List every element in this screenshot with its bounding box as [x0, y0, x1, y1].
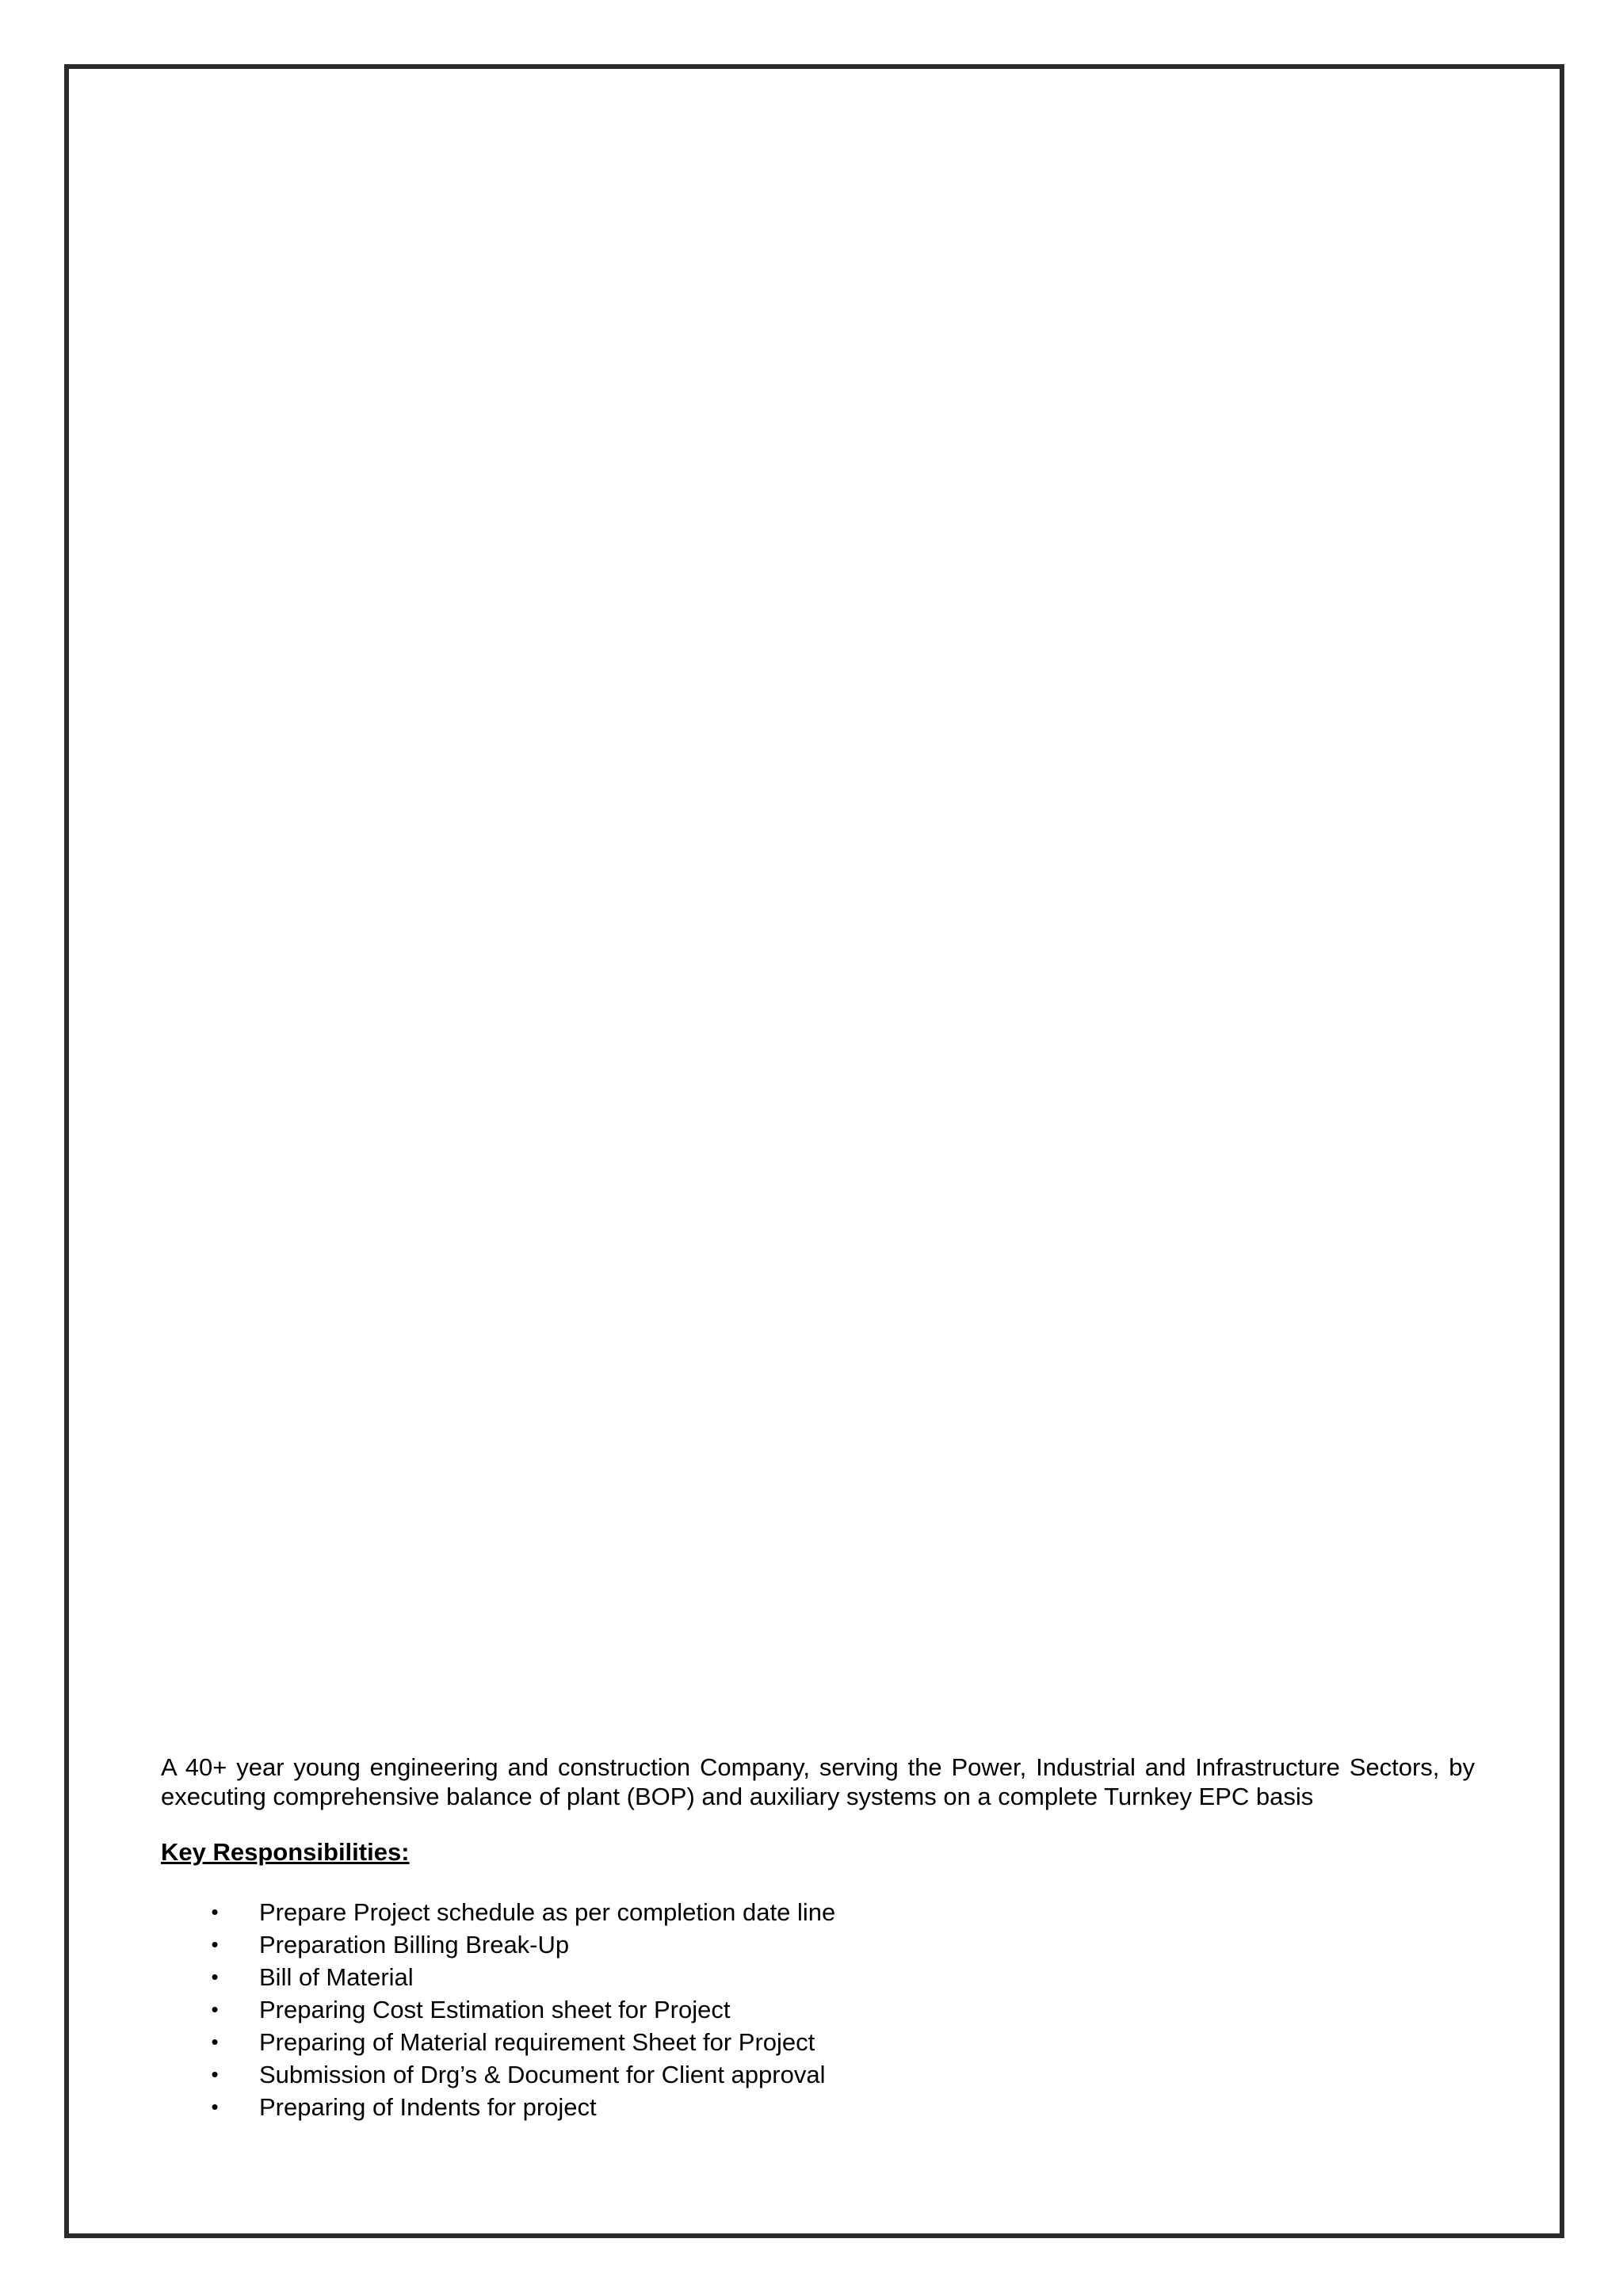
bullet-icon: • — [211, 1997, 219, 2021]
bullet-icon: • — [211, 1900, 219, 1924]
list-item — [161, 1928, 1475, 1961]
list-item — [161, 1961, 1475, 1993]
list-item — [161, 2091, 1475, 2123]
list-item — [161, 1993, 1475, 2026]
list-item-text: Prepare Project schedule as per completion date line — [259, 1898, 836, 1926]
list-item-text: Preparation Billing Break-Up — [259, 1931, 570, 1958]
bullet-icon: • — [211, 2095, 219, 2119]
list-item-text: Bill of Material — [259, 1963, 414, 1991]
list-item — [161, 1896, 1475, 1928]
list-item-text: Preparing Cost Estimation sheet for Project — [259, 1996, 731, 2023]
bullet-icon: • — [211, 2062, 219, 2086]
bullet-icon: • — [211, 1932, 219, 1956]
bullet-icon: • — [211, 2030, 219, 2054]
bullet-icon: • — [211, 1965, 219, 1989]
document-content — [161, 1753, 1475, 2123]
list-item — [161, 2026, 1475, 2058]
key-responsibilities-heading: Key Responsibilities: — [161, 1838, 410, 1866]
list-item-text: Submission of Drg’s & Document for Client approval — [259, 2061, 826, 2088]
responsibilities-list — [161, 1896, 1475, 2123]
list-item-text: Preparing of Material requirement Sheet for Project — [259, 2028, 815, 2056]
list-item — [161, 2058, 1475, 2091]
company-intro-paragraph: A 40+ year young engineering and construction Company, serving the Power, Industrial and Infrastructure Sectors, by executing comprehensive balance of plant (BOP) and auxiliary systems on a complete Turnkey EPC basis — [161, 1753, 1475, 1810]
list-item-text: Preparing of Indents for project — [259, 2093, 597, 2121]
